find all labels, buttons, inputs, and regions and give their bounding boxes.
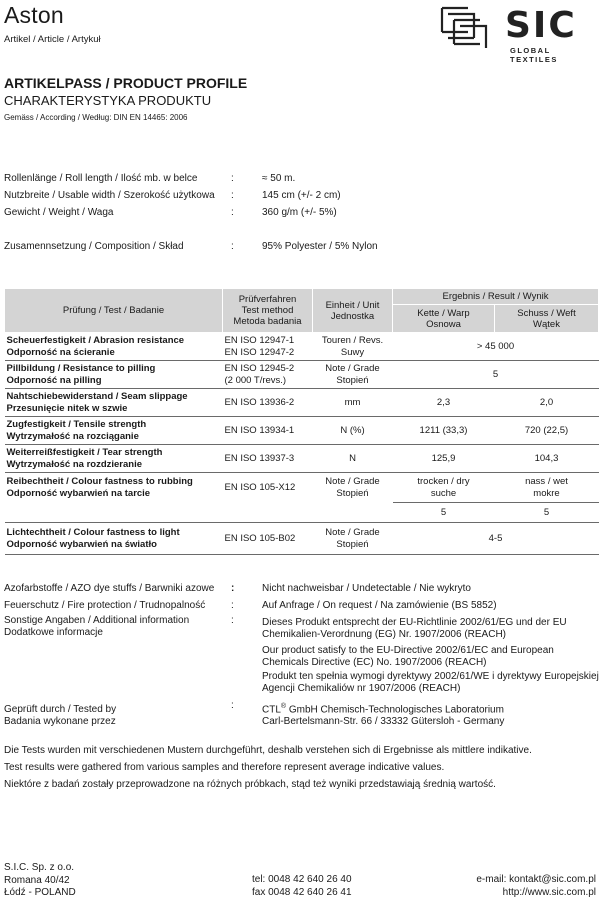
logo-brand: SIC	[505, 5, 577, 46]
spec-value: 95% Polyester / 5% Nylon	[262, 241, 378, 252]
table-row	[5, 445, 599, 473]
test-unit: Note / Grade Stopień	[325, 362, 380, 386]
test-unit: mm	[344, 396, 361, 408]
spec-label: Rollenlänge / Roll length / Ilość mb. w belce	[4, 173, 198, 184]
test-name: Nahtschiebewiderstand / Seam slippage Przesunięcie nitek w szwie	[6, 390, 188, 414]
website-link[interactable]: http://www.sic.com.pl	[502, 886, 596, 898]
test-name: Pillbildung / Resistance to pilling Odporność na pilling	[6, 362, 156, 386]
test-result-weft: 720 (22,5)	[524, 424, 569, 436]
test-name: Reibechtheit / Colour fastness to rubbing Odporność wybarwień na tarcie	[5, 473, 223, 523]
info-colon: :	[231, 615, 234, 626]
footer-phones: tel: 0048 42 640 26 40 fax 0048 42 640 26 41	[252, 874, 352, 898]
spec-colon: :	[231, 241, 234, 252]
header-weft: Schuss / Weft Wątek	[495, 305, 599, 333]
test-result-weft: 104,3	[534, 452, 559, 464]
fire-value: Auf Anfrage / On request / Na zamówienie (BS 5852)	[262, 600, 497, 611]
spec-label: Zusamennsetzung / Composition / Skład	[4, 241, 184, 252]
test-method: EN ISO 12947-1 EN ISO 12947-2	[224, 334, 295, 358]
product-name: Aston	[4, 2, 64, 28]
logo-tagline: GLOBAL TEXTILES	[510, 46, 558, 64]
note-pl: Niektóre z badań zostały przeprowadzone na różnych próbkach, stąd też wyniki przedstawiają średnią wartość.	[4, 779, 496, 790]
reach-en: Our product satisfy to the EU-Directive 2002/61/EC and European Chemicals Directive (EC) No. 1907/2006 (REACH)	[262, 645, 554, 668]
test-result-wet: 5	[543, 506, 550, 518]
spec-colon: :	[231, 207, 234, 218]
test-name: Scheuerfestigkeit / Abrasion resistance Odporność na ścieranie	[6, 334, 185, 358]
test-result-weft: 2,0	[539, 396, 554, 408]
header-result: Ergebnis / Result / Wynik	[393, 289, 599, 305]
footer-address: S.I.C. Sp. z o.o. Romana 40/42 Łódź - POLAND	[4, 862, 76, 898]
table-row	[5, 389, 599, 417]
test-unit: Touren / Revs. Suwy	[321, 334, 384, 358]
test-unit: N (%)	[340, 424, 365, 436]
info-colon: :	[231, 600, 234, 611]
header-warp: Kette / Warp Osnowa	[393, 305, 495, 333]
test-unit: Note / Grade Stopień	[325, 526, 380, 550]
table-row	[5, 473, 599, 503]
footer-contact	[476, 874, 596, 899]
test-unit: N	[349, 452, 356, 464]
fire-label: Feuerschutz / Fire protection / Trudnopalność	[4, 600, 206, 611]
standard-note: Gemäss / According / Według: DIN EN 14465: 2006	[4, 113, 188, 122]
test-method: EN ISO 105-B02	[224, 532, 296, 544]
reach-pl: Produkt ten spełnia wymogi dyrektywy 2002/61/WE i dyrektywy Europejskiej Agencji Chemikaliów nr 1907/2006 (REACH)	[262, 671, 599, 694]
azo-value: Nicht nachweisbar / Undetectable / Nie wykryto	[262, 583, 471, 594]
spec-value: 360 g/m (+/- 5%)	[262, 207, 337, 218]
reach-de: Dieses Produkt entsprecht der EU-Richtlinie 2002/61/EG und der EU Chemikalien-Verordnung (EG) Nr. 1907/2006 (REACH)	[262, 617, 567, 640]
header-unit: Einheit / Unit Jednostka	[313, 289, 393, 333]
test-result-warp: 2,3	[436, 396, 451, 408]
tested-by-label: Geprüft durch / Tested by Badania wykonane przez	[4, 704, 117, 727]
header-test: Prüfung / Test / Badanie	[5, 289, 223, 333]
info-colon: :	[231, 700, 234, 711]
header-method: Prüfverfahren Test method Metoda badania	[223, 289, 313, 333]
other-label: Sonstige Angaben / Additional information Dodatkowe informacje	[4, 615, 190, 638]
lab-address: CTL® GmbH Chemisch-Technologisches Laboratorium Carl-Bertelsmann-Str. 66 / 33332 Gütersloh - Germany	[262, 703, 505, 728]
table-row	[5, 361, 599, 389]
test-name: Lichtechtheit / Colour fastness to light Odporność wybarwień na światło	[6, 526, 180, 550]
spec-value: ≈ 50 m.	[262, 173, 296, 184]
page-title: ARTIKELPASS / PRODUCT PROFILE	[4, 75, 248, 91]
article-label: Artikel / Article / Artykuł	[4, 34, 101, 45]
test-result: > 45 000	[476, 340, 515, 352]
note-de: Die Tests wurden mit verschiedenen Mustern durchgeführt, deshalb verstehen sich di Ergebnisse als mittlere indikative.	[4, 745, 532, 756]
test-results-table	[4, 288, 599, 555]
spec-colon: :	[231, 190, 234, 201]
test-result-warp: 1211 (33,3)	[419, 424, 468, 436]
test-method: EN ISO 13934-1	[224, 424, 295, 436]
email-link[interactable]: e-mail: kontakt@sic.com.pl	[476, 874, 596, 885]
test-name: Zugfestigkeit / Tensile strength Wytrzymałość na rozciąganie	[6, 418, 147, 442]
spec-label: Gewicht / Weight / Waga	[4, 207, 114, 218]
test-name: Weiterreißfestigkeit / Tear strength Wytrzymałość na rozdzieranie	[6, 446, 163, 470]
test-unit: Note / Grade Stopień	[313, 473, 393, 523]
test-method: EN ISO 13937-3	[224, 452, 295, 464]
test-result-warp: 125,9	[431, 452, 456, 464]
table-row	[5, 523, 599, 555]
logo-emblem-icon	[428, 2, 498, 52]
page-subtitle: CHARAKTERYSTYKA PRODUKTU	[4, 93, 212, 108]
test-result: 4-5	[488, 532, 503, 544]
test-result: 5	[492, 368, 499, 380]
test-method: EN ISO 13936-2	[224, 396, 295, 408]
table-row	[5, 333, 599, 361]
test-result-dry: 5	[440, 506, 447, 518]
azo-label: Azofarbstoffe / AZO dye stuffs / Barwniki azowe	[4, 583, 215, 594]
table-row	[5, 417, 599, 445]
spec-label: Nutzbreite / Usable width / Szerokość użytkowa	[4, 190, 215, 201]
spec-colon: :	[231, 173, 234, 184]
note-en: Test results were gathered from various samples and therefore represent average indicative values.	[4, 762, 445, 773]
test-subheader-wet: nass / wet mokre	[495, 473, 599, 503]
spec-value: 145 cm (+/- 2 cm)	[262, 190, 341, 201]
test-method: EN ISO 12945-2 (2 000 T/revs.)	[224, 362, 295, 386]
test-method: EN ISO 105-X12	[223, 473, 313, 523]
info-colon: :	[231, 583, 235, 594]
test-subheader-dry: trocken / dry suche	[393, 473, 495, 503]
table-header	[5, 289, 599, 333]
